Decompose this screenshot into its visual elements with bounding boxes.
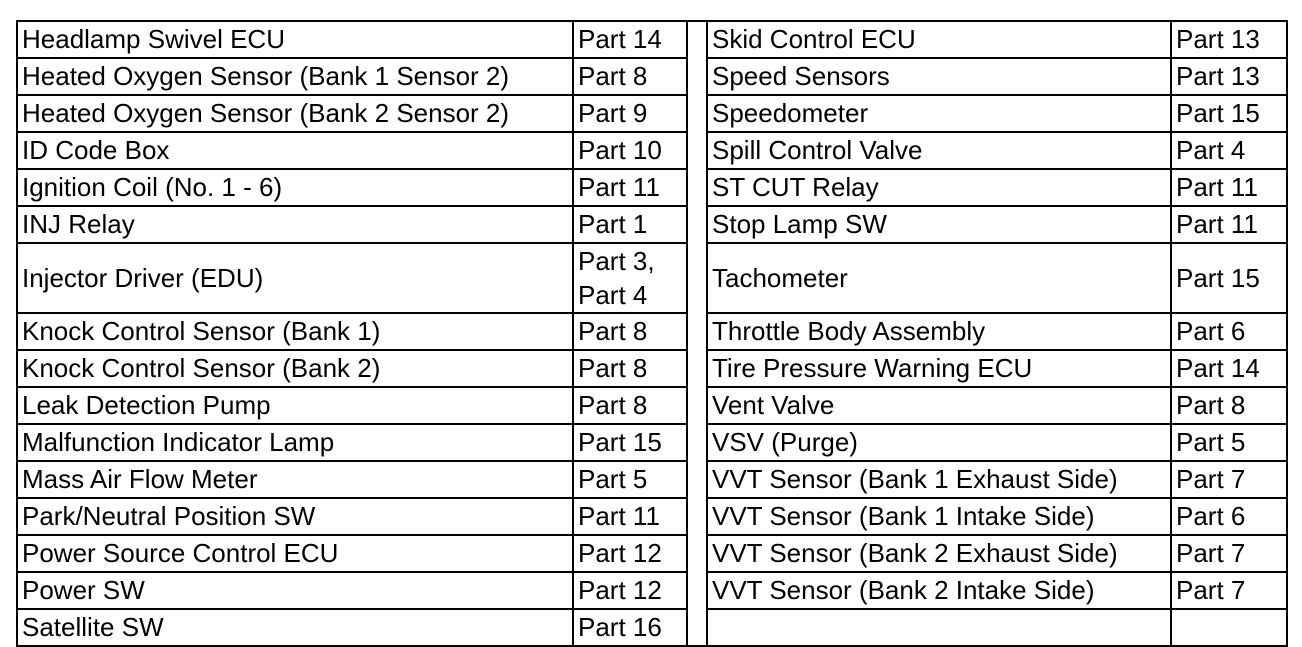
component-name: VSV (Purge) — [707, 424, 1171, 461]
part-number: Part 10 — [573, 132, 687, 169]
part-number: Part 6 — [1171, 498, 1287, 535]
table-row — [17, 169, 1287, 206]
component-name: Headlamp Swivel ECU — [17, 21, 573, 58]
component-name: Injector Driver (EDU) — [17, 243, 573, 313]
part-number: Part 9 — [573, 95, 687, 132]
part-number: Part 13 — [1171, 58, 1287, 95]
table-row — [17, 387, 1287, 424]
table-row — [17, 461, 1287, 498]
component-name: Power Source Control ECU — [17, 535, 573, 572]
part-number: Part 14 — [1171, 350, 1287, 387]
part-number: Part 7 — [1171, 535, 1287, 572]
component-name: Park/Neutral Position SW — [17, 498, 573, 535]
part-number: Part 16 — [573, 609, 687, 646]
component-name: Skid Control ECU — [707, 21, 1171, 58]
part-number: Part 13 — [1171, 21, 1287, 58]
column-separator — [687, 21, 707, 646]
component-name: VVT Sensor (Bank 2 Exhaust Side) — [707, 535, 1171, 572]
part-number — [573, 243, 687, 313]
table-row — [17, 572, 1287, 609]
component-name: VVT Sensor (Bank 1 Intake Side) — [707, 498, 1171, 535]
part-number: Part 8 — [573, 58, 687, 95]
part-number: Part 8 — [573, 350, 687, 387]
table-row — [17, 58, 1287, 95]
component-name: ID Code Box — [17, 132, 573, 169]
part-number: Part 11 — [1171, 206, 1287, 243]
part-number: Part 5 — [573, 461, 687, 498]
component-name: Tachometer — [707, 243, 1171, 313]
table-row — [17, 609, 1287, 646]
table-row — [17, 535, 1287, 572]
part-number: Part 11 — [573, 169, 687, 206]
component-name: ST CUT Relay — [707, 169, 1171, 206]
part-number: Part 15 — [573, 424, 687, 461]
part-number: Part 14 — [573, 21, 687, 58]
component-name — [707, 609, 1171, 646]
component-name: Power SW — [17, 572, 573, 609]
part-number: Part 7 — [1171, 461, 1287, 498]
table-row — [17, 313, 1287, 350]
table-row — [17, 498, 1287, 535]
component-name: Heated Oxygen Sensor (Bank 1 Sensor 2) — [17, 58, 573, 95]
component-name: Speedometer — [707, 95, 1171, 132]
component-name: Tire Pressure Warning ECU — [707, 350, 1171, 387]
component-name: Mass Air Flow Meter — [17, 461, 573, 498]
component-name: Throttle Body Assembly — [707, 313, 1171, 350]
component-name: Spill Control Valve — [707, 132, 1171, 169]
part-number: Part 8 — [573, 313, 687, 350]
part-number — [1171, 609, 1287, 646]
component-name: Heated Oxygen Sensor (Bank 2 Sensor 2) — [17, 95, 573, 132]
part-number-line: Part 4 — [578, 280, 648, 310]
component-name: Malfunction Indicator Lamp — [17, 424, 573, 461]
part-number: Part 6 — [1171, 313, 1287, 350]
table-row — [17, 350, 1287, 387]
part-number-line: Part 3, — [578, 246, 655, 276]
component-name: Speed Sensors — [707, 58, 1171, 95]
part-number: Part 12 — [573, 572, 687, 609]
part-number: Part 15 — [1171, 95, 1287, 132]
component-name: INJ Relay — [17, 206, 573, 243]
part-number: Part 5 — [1171, 424, 1287, 461]
part-number: Part 15 — [1171, 243, 1287, 313]
table-row — [17, 95, 1287, 132]
part-number: Part 8 — [1171, 387, 1287, 424]
part-number: Part 12 — [573, 535, 687, 572]
part-number: Part 8 — [573, 387, 687, 424]
part-number: Part 4 — [1171, 132, 1287, 169]
part-number: Part 7 — [1171, 572, 1287, 609]
table-row — [17, 424, 1287, 461]
table-row — [17, 206, 1287, 243]
table-row — [17, 243, 1287, 313]
component-name: Knock Control Sensor (Bank 1) — [17, 313, 573, 350]
component-name: Satellite SW — [17, 609, 573, 646]
part-number: Part 11 — [1171, 169, 1287, 206]
component-index-table — [16, 20, 1288, 647]
table-row — [17, 132, 1287, 169]
component-name: Leak Detection Pump — [17, 387, 573, 424]
table-row — [17, 21, 1287, 58]
part-number: Part 1 — [573, 206, 687, 243]
component-name: Vent Valve — [707, 387, 1171, 424]
part-number: Part 11 — [573, 498, 687, 535]
component-name: VVT Sensor (Bank 2 Intake Side) — [707, 572, 1171, 609]
component-name: Ignition Coil (No. 1 - 6) — [17, 169, 573, 206]
component-name: VVT Sensor (Bank 1 Exhaust Side) — [707, 461, 1171, 498]
component-name: Stop Lamp SW — [707, 206, 1171, 243]
component-name: Knock Control Sensor (Bank 2) — [17, 350, 573, 387]
